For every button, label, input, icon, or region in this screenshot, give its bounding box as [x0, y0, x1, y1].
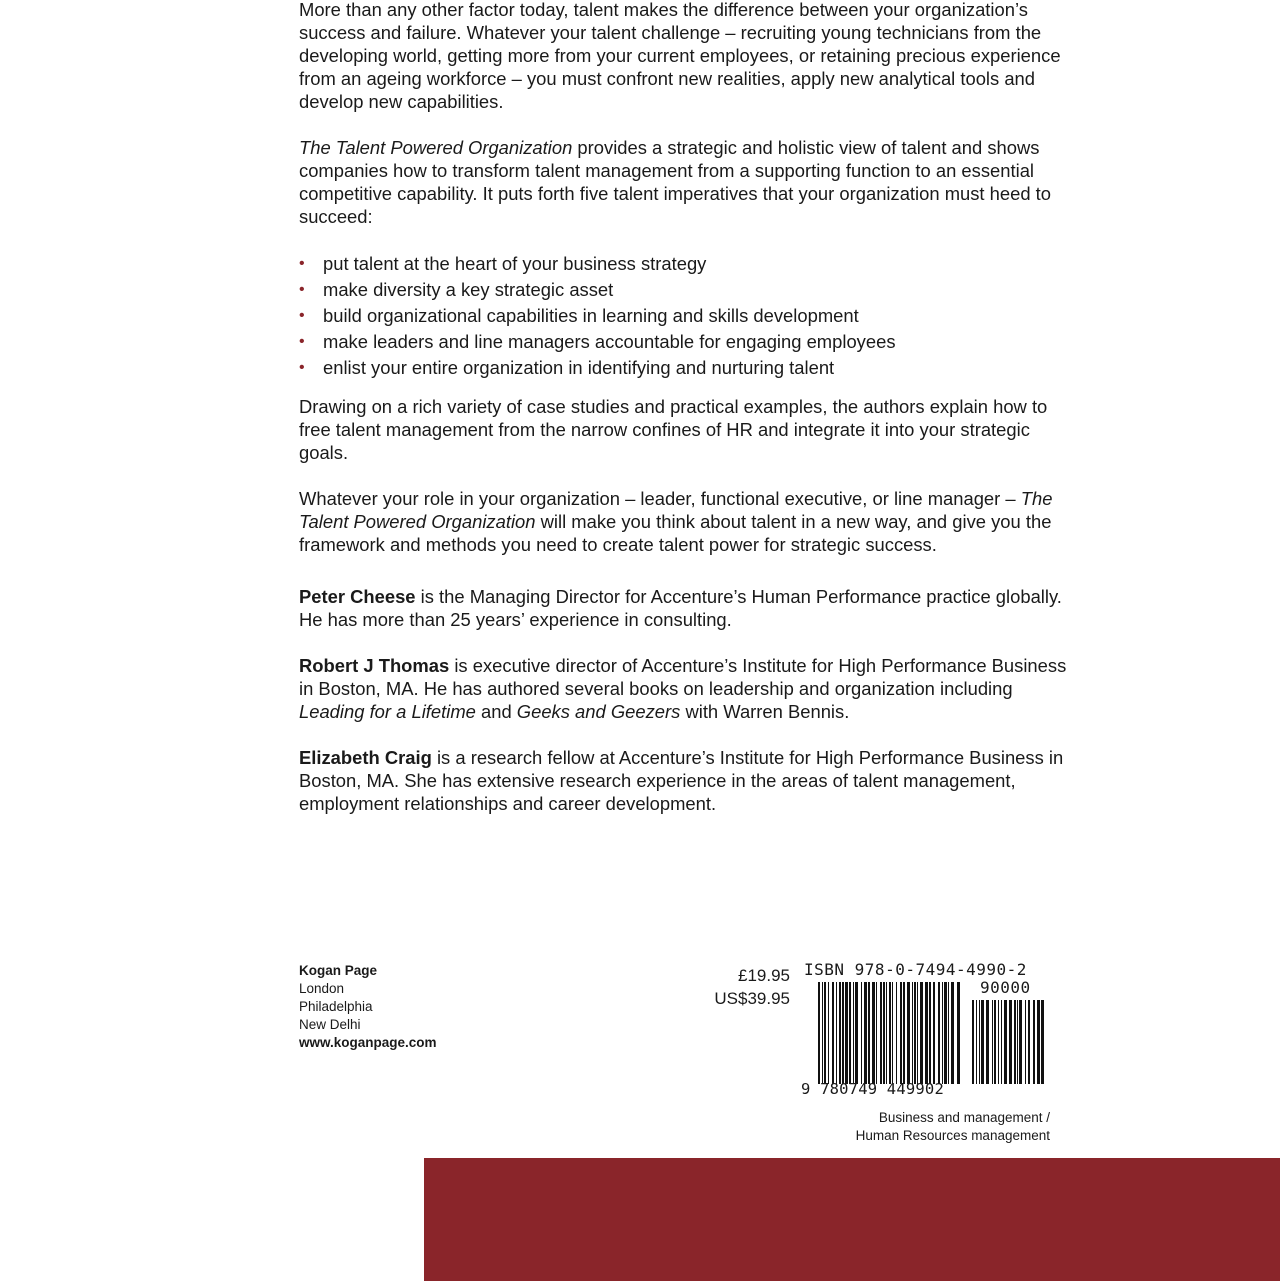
barcode-bar	[839, 982, 841, 1084]
barcode-addon-digits: 90000	[980, 978, 1031, 997]
barcode-bar	[853, 982, 854, 1084]
barcode-bar	[944, 982, 947, 1084]
barcode-bar	[864, 982, 867, 1084]
barcode-bar	[1025, 1000, 1026, 1084]
author-bio-elizabeth: Elizabeth Craig is a research fellow at Accenture’s Institute for High Performance Business in Boston, MA. She has extensive research experience in the areas of talent management, employment relationships and career development.	[299, 747, 1064, 814]
barcode-bar	[917, 982, 918, 1084]
cover-color-band	[424, 1158, 1280, 1281]
barcode-bar	[832, 982, 834, 1084]
publisher-city: New Delhi	[299, 1017, 361, 1032]
barcode-bar	[861, 982, 862, 1084]
book-title: The Talent Powered Organization	[299, 137, 573, 158]
barcode-bar	[822, 982, 823, 1084]
isbn: ISBN 978-0-7494-4990-2	[804, 960, 1027, 979]
bullet-icon: •	[299, 333, 305, 350]
price-block	[690, 964, 790, 1010]
barcode-bar	[855, 982, 858, 1084]
barcode-bar	[1017, 1000, 1018, 1084]
author-name: Elizabeth Craig	[299, 747, 432, 768]
barcode-bar	[849, 982, 851, 1084]
barcode-bar	[998, 1000, 999, 1084]
barcode-bar	[868, 982, 870, 1084]
barcode-bar	[957, 982, 960, 1084]
barcode-bar	[1028, 1000, 1030, 1084]
bullet-icon: •	[299, 281, 305, 298]
barcode-bar	[986, 1000, 989, 1084]
barcode-icon	[818, 982, 961, 1084]
barcode-bar	[1037, 1000, 1040, 1084]
author-bio-robert: Robert J Thomas is executive director of Accenture’s Institute for High Performance Business in Boston, MA. He has authored several books on leadership and organization including Leading for a Lifetime and Geeks and Geezers with Warren Bennis.	[299, 655, 1067, 722]
price-usd: US$39.95	[714, 989, 790, 1008]
barcode-bar	[976, 1000, 977, 1084]
author-name: Peter Cheese	[299, 586, 416, 607]
author-name: Robert J Thomas	[299, 655, 450, 676]
publisher-city: London	[299, 981, 345, 996]
barcode-bar	[907, 982, 910, 1084]
barcode-bar	[981, 1000, 984, 1084]
barcode-bar	[876, 982, 877, 1084]
barcode-bar	[836, 982, 837, 1084]
list-item: • enlist your entire organization in identifying and nurturing talent	[299, 355, 1069, 381]
barcode-bar	[892, 982, 893, 1084]
book-title: The Talent Powered Organization	[299, 488, 1053, 532]
barcode-addon-icon	[972, 1000, 1046, 1084]
publisher-name: Kogan Page	[299, 963, 378, 978]
barcode-bar	[912, 982, 913, 1084]
barcode-bar	[889, 982, 891, 1084]
intro-paragraph: More than any other factor today, talent makes the difference between your organization’s success and failure. Whatever your talent challenge – recruiting young technicians from the developing world, getting more from your current employees, or retaining precious experience from an ageing workforce – you must confront new realities, apply new analytical tools and develop new capabilities.	[299, 0, 1061, 112]
barcode-bar	[920, 982, 923, 1084]
barcode-bar	[1014, 1000, 1016, 1084]
list-item: • make diversity a key strategic asset	[299, 277, 1069, 303]
blurb	[299, 0, 1069, 815]
barcode-bar	[1019, 1000, 1022, 1084]
barcode-bar	[951, 982, 954, 1084]
publisher-city: Philadelphia	[299, 999, 373, 1014]
barcode-bar	[925, 982, 928, 1084]
barcode-bar	[942, 982, 943, 1084]
barcode-bar	[842, 982, 844, 1084]
barcode-bar	[933, 982, 935, 1084]
barcode-bar	[845, 982, 848, 1084]
publisher-website: www.koganpage.com	[299, 1035, 437, 1050]
barcode-bar	[938, 982, 940, 1084]
list-item: • make leaders and line managers accountable for engaging employees	[299, 329, 1069, 355]
author-bio-peter: Peter Cheese is the Managing Director for Accenture’s Human Performance practice globally. He has more than 25 years’ experience in consulting.	[299, 586, 1062, 630]
barcode-bar	[880, 982, 882, 1084]
barcode-digits: 9 780749 449902	[801, 1080, 944, 1098]
barcode-bar	[1004, 1000, 1007, 1084]
publisher-info	[299, 962, 437, 1052]
barcode-bar	[824, 982, 826, 1084]
imperatives-list	[299, 251, 1069, 381]
barcode-bar	[1009, 1000, 1012, 1084]
list-item: • put talent at the heart of your business strategy	[299, 251, 1069, 277]
summary-text: provides a strategic and holistic view of talent and shows companies how to transform talent management from a supporting function to an essential competitive capability. It puts forth five talent imperatives that your organization must heed to succeed:	[299, 137, 1052, 227]
barcode-bar	[914, 982, 916, 1084]
summary-paragraph	[299, 136, 1069, 228]
barcode-bar	[992, 1000, 993, 1084]
barcode-bar	[828, 982, 829, 1084]
bullet-icon: •	[299, 255, 305, 272]
barcode-bar	[903, 982, 905, 1084]
barcode-bar	[1033, 1000, 1035, 1084]
barcode-bar	[900, 982, 902, 1084]
barcode-bar	[972, 1000, 974, 1084]
barcode-bar	[886, 982, 887, 1084]
barcode-bar	[883, 982, 885, 1084]
drawing-paragraph: Drawing on a rich variety of case studies and practical examples, the authors explain how to free talent management from the narrow confines of HR and integrate it into your strategic goals.	[299, 396, 1048, 463]
price-gbp: £19.95	[738, 966, 790, 985]
barcode-bar	[948, 982, 949, 1084]
barcode-bar	[872, 982, 875, 1084]
barcode-bar	[1001, 1000, 1002, 1084]
barcode-bar	[896, 982, 897, 1084]
bullet-icon: •	[299, 359, 305, 376]
list-item: • build organizational capabilities in learning and skills development	[299, 303, 1069, 329]
barcode-bar	[929, 982, 931, 1084]
barcode-bar	[818, 982, 820, 1084]
bullet-icon: •	[299, 307, 305, 324]
barcode-bar	[994, 1000, 996, 1084]
category-label: Business and management / Human Resources management	[855, 1110, 1050, 1143]
role-paragraph: Whatever your role in your organization – leader, functional executive, or line manager – The Talent Powered Organization will make you think about talent in a new way, and give you the framework and methods you need to create talent power for strategic success.	[299, 488, 1053, 555]
barcode-bar	[1041, 1000, 1044, 1084]
barcode-bar	[979, 1000, 980, 1084]
